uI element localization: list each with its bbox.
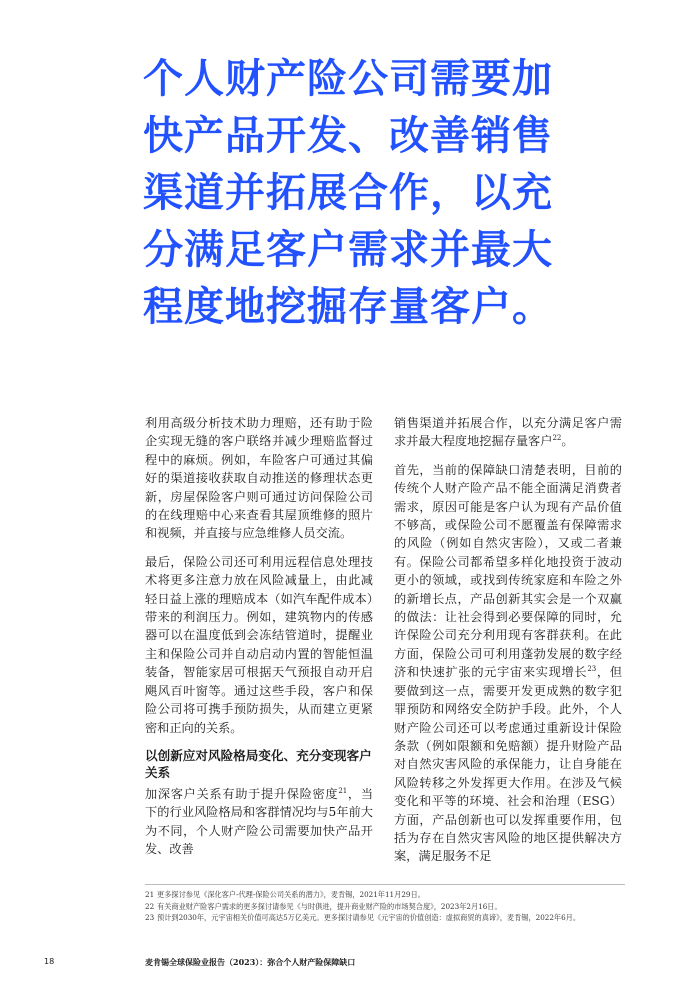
- text-span: 首先，当前的保障缺口清楚表明，目前的传统个人财产险产品不能全面满足消费者需求，原因可能是客户认为现有产品价值不够高，或保险公司不愿覆盖有保障需求的风险（例如自然灾害险），又或二者兼有。保险公司都希望多样化地投资于波动更小的领域，或找到传统家庭和车险之外的新增长点，产品创新其实会是一个双赢的做法：让社会得到必要保障的同时，允许保险公司充分利用现有客群获利。在此方面，保险公司可利用蓬勃发展的数字经济和快速扩张的元宇宙来实现增长: [394, 462, 622, 680]
- footnote-text: 有关商业财产险客户需求的更多探讨请参见《与时俱进，提升商业财产险的市场契合度》，2023年2月16日。: [157, 901, 502, 911]
- footnote-text: 更多探讨参见《深化客户-代理-保险公司关系的潜力》，麦肯锡，2021年11月29日。: [157, 890, 425, 899]
- text-span: 加深客户关系有助于提升保险密度: [145, 786, 339, 801]
- text-span: ，当下的行业风险格局和客群情况均与5年前大为不同，个人财产险公司需要加快产品开发、改善: [145, 786, 374, 857]
- footnote-divider: [145, 884, 625, 885]
- section-heading: 以创新应对风险格局变化、充分变现客户关系: [145, 747, 372, 780]
- running-title: 麦肯锡全球保险业报告（2023）：弥合个人财产险保障缺口: [145, 957, 356, 967]
- footnote-ref[interactable]: 22: [552, 434, 562, 443]
- column-left: [145, 414, 373, 869]
- column-right: [394, 414, 622, 876]
- paragraph: 利用高级分析技术助力理赔，还有助于险企实现无缝的客户联络并减少理赔监督过程中的麻烦。例如，车险客户可通过其偏好的渠道接收获取自动推送的修理状态更新，房屋保险客户则可通过访问保险公司的在线理赔中心来查看其屋顶维修的照片和视频，并直接与应急维修人员交流。: [145, 416, 373, 541]
- footnote-number: 21: [145, 890, 155, 899]
- footnote: [145, 889, 665, 901]
- footnote-ref[interactable]: 21: [338, 786, 348, 795]
- footnote-number: 22: [145, 901, 155, 911]
- paragraph: [145, 785, 373, 859]
- footnote-number: 23: [145, 913, 155, 922]
- footnotes: [145, 889, 665, 924]
- headline: 个人财产险公司需要加快产品开发、改善销售渠道并拓展合作，以充分满足客户需求并最大程度地挖掘存量客户。: [143, 55, 553, 330]
- text-span: 销售渠道并拓展合作，以充分满足客户需求并最大程度地挖掘存量客户: [394, 416, 622, 449]
- text-span: ，但要做到这一点，需要开发更成熟的数字犯罪预防和网络安全防护手段。此外，个人财产险公司还可以考虑通过重新设计保险条款（例如限额和免赔额）提升财险产品对自然灾害风险的承保能力，让自身能在风险转移之外发挥更大作用。在涉及气候变化和平等的环境、社会和治理（ESG）方面，产品创新也可以发挥重要作用，包括为存在自然灾害风险的地区提供解决方案，满足服务不足: [394, 665, 623, 864]
- footnote: [145, 901, 665, 913]
- paragraph: 最后，保险公司还可利用远程信息处理技术将更多注意力放在风险减量上，由此减轻日益上涨的理赔成本（如汽车配件成本）带来的利润压力。例如，建筑物内的传感器可以在温度低到会冻结管道时，提醒业主和保险公司并自动启动内置的智能恒温装备，智能家居可根据天气预报自动开启飓风百叶窗等。通过这些手段，客户和保险公司将可携手预防损失，从而建立更紧密和正向的关系。: [145, 554, 373, 735]
- footnote-text: 预计到2030年，元宇宙相关价值可高达5万亿美元。更多探讨请参见《元宇宙的价值创造：虚拟商贸的真谛》，麦肯锡，2022年6月。: [157, 913, 581, 922]
- paragraph: [394, 414, 622, 451]
- text-span: 。: [561, 434, 574, 449]
- footnote: [145, 912, 665, 924]
- paragraph: [394, 461, 622, 866]
- page-number: 18: [44, 957, 55, 966]
- footnote-ref[interactable]: 23: [587, 665, 597, 674]
